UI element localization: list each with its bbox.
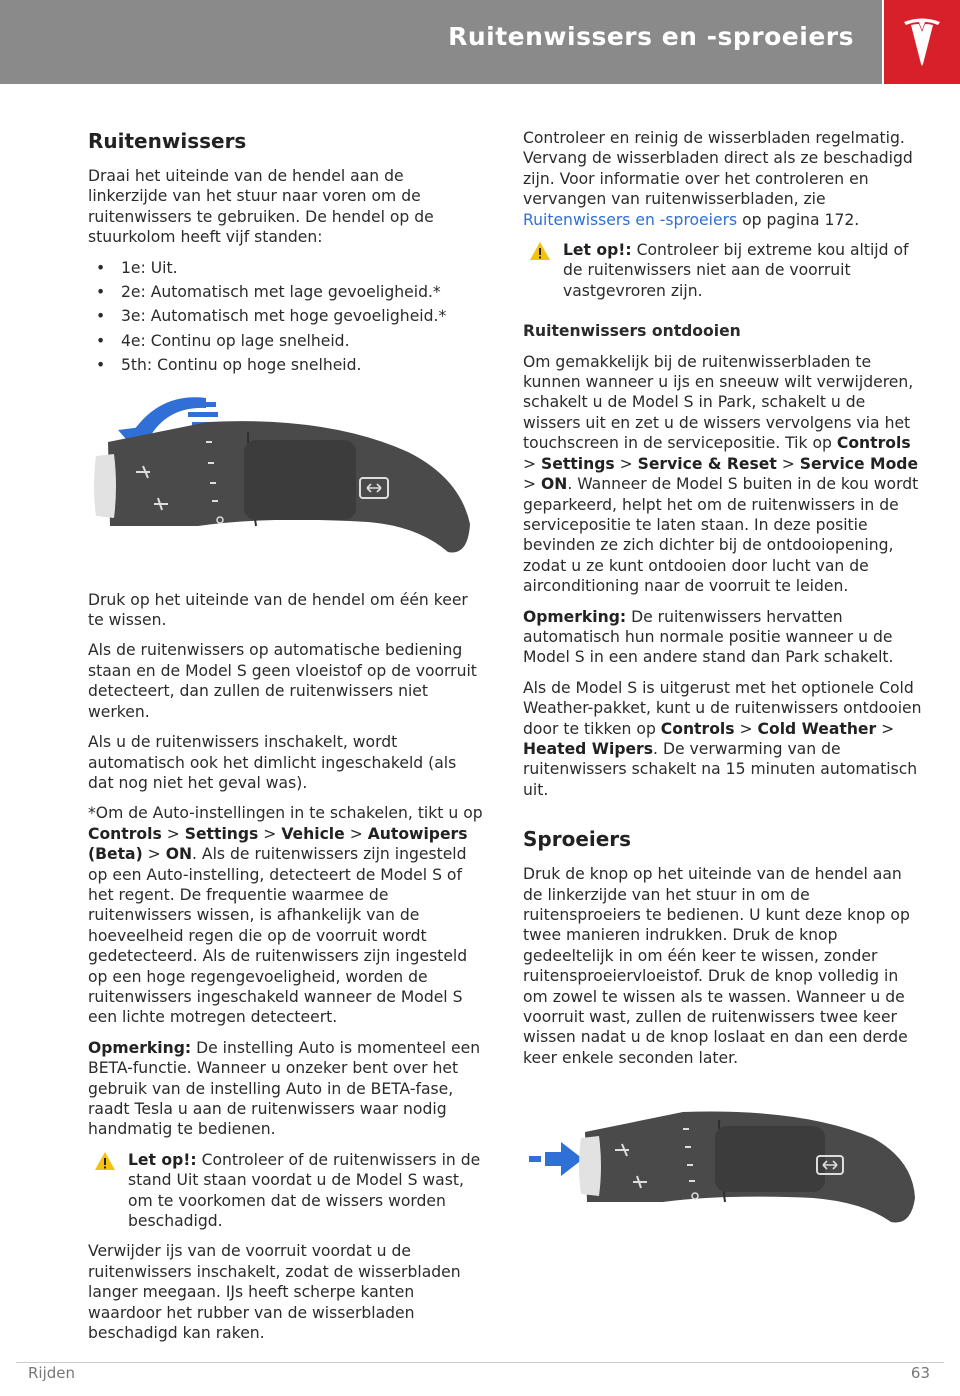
list-item: • 4e: Continu op lage snelheid. bbox=[88, 331, 483, 351]
page-header bbox=[0, 0, 882, 84]
wiper-stalk-press-illustration bbox=[523, 1098, 923, 1228]
right-column bbox=[523, 128, 923, 1228]
note-paragraph: Opmerking: De instelling Auto is momenteel een BETA-functie. Wanneer u onzeker bent over het gebruik van de instelling Auto in de BETA-fase, raadt Tesla u aan de ruitenwissers waar nodig handmatig te bedienen. bbox=[88, 1038, 481, 1139]
list-item: • 3e: Automatisch met hoge gevoeligheid.* bbox=[88, 306, 483, 326]
menu-controls: Controls bbox=[88, 824, 162, 843]
menu-controls: Controls bbox=[660, 719, 735, 738]
warning-callout: Let op!: Controleer of de ruitenwissers in de stand Uit staan voordat u de Model S wast, om te voorkomen dat de wissers worden beschadigd. bbox=[88, 1150, 483, 1232]
list-item: • 5th: Continu op hoge snelheid. bbox=[88, 355, 483, 375]
ice-removal-text: Verwijder ijs van de voorruit voordat u de ruitenwissers inschakelt, zodat de wisserbladen langer meegaan. IJs heeft scherpe kanten waardoor het rubber van de wisserbladen beschadigd kan raken. bbox=[88, 1242, 461, 1343]
menu-autowipers: Autowipers (Beta) bbox=[88, 824, 468, 864]
menu-settings: Settings bbox=[541, 454, 615, 473]
menu-heated-wipers: Heated Wipers bbox=[523, 739, 654, 758]
press-end-text: Druk op het uiteinde van de hendel om één keer te wissen. bbox=[88, 590, 468, 630]
defrost-paragraph: Om gemakkelijk bij de ruitenwisserbladen te kunnen wanneer u ijs en sneeuw wilt verwijderen, schakelt u de Model S in Park, schakelt u de wissers uit en zet u de wissers vervolgens via het touchscreen in de servicepositie. Tik op Controls > Settings > Service & Reset > Service Mode > ON. Wanneer de Model S buiten in de kou wordt geparkeerd, helpt het om de ruitenwissers in de servicepositie te laten staan. In deze positie bevinden ze zich dichter bij de ontdooiopening, zodat u ze kunt ontdooien door lucht van de airconditioning naar de voorruit te leiden. bbox=[523, 352, 919, 596]
note-paragraph: Opmerking: De ruitenwissers hervatten automatisch hun normale positie wanneer u de Model S in een andere stand dan Park schakelt. bbox=[523, 607, 894, 667]
auto-settings-paragraph: *Om de Auto-instellingen in te schakelen, tikt u op Controls > Settings > Vehicle > Autowipers (Beta) > ON. Als de ruitenwissers zijn ingesteld op een Auto-instelling, detecteert de Model S of het regent. De frequentie waarmee de ruitenwissers wissen, is afhankelijk van de hoeveelheid regen die op de voorruit wordt gedetecteerd. Als de ruitenwissers zijn ingesteld op een hoge regengevoeligheid, worden de ruitenwissers ingeschakeld wanneer de Model S een lichte motregen detecteert. bbox=[88, 804, 483, 1027]
footer-divider bbox=[16, 1362, 944, 1363]
tesla-logo bbox=[884, 0, 960, 84]
menu-cold-weather: Cold Weather bbox=[757, 719, 877, 738]
tesla-logo-icon bbox=[903, 16, 941, 66]
check-blades-paragraph: Controleer en reinig de wisserbladen regelmatig. Vervang de wisserbladen direct als ze beschadigd zijn. Voor informatie over het controleren en vervangen van ruitenwisserbladen, zie Ruitenwissers en -sproeiers op pagina 172. bbox=[523, 129, 913, 229]
section-heading-washers: Sproeiers bbox=[523, 827, 632, 852]
menu-service-mode: Service Mode bbox=[799, 454, 919, 473]
list-item: • 2e: Automatisch met lage gevoeligheid.* bbox=[88, 282, 483, 302]
link-wipers-washers[interactable]: Ruitenwissers en -sproeiers bbox=[523, 210, 738, 229]
section-heading-defrost: Ruitenwissers ontdooien bbox=[523, 322, 741, 341]
list-item: • 1e: Uit. bbox=[88, 258, 483, 278]
menu-settings: Settings bbox=[184, 824, 259, 843]
menu-service-reset: Service & Reset bbox=[637, 454, 777, 473]
warning-callout: Let op!: Controleer bij extreme kou altijd of de ruitenwissers niet aan de voorruit vastgevroren zijn. bbox=[523, 240, 923, 301]
warning-icon bbox=[529, 241, 551, 261]
page-number: 63 bbox=[910, 1364, 930, 1382]
menu-vehicle: Vehicle bbox=[281, 824, 345, 843]
cold-weather-paragraph: Als de Model S is uitgerust met het optionele Cold Weather-pakket, kunt u de ruitenwissers ontdooien door te tikken op Controls > Cold Weather > Heated Wipers. De verwarming van de ruitenwissers schakelt na 15 minuten automatisch uit. bbox=[523, 678, 922, 799]
wipers-intro: Draai het uiteinde van de hendel aan de linkerzijde van het stuur naar voren om de ruitenwissers te gebruiken. De hendel op de stuurkolom heeft vijf standen: bbox=[88, 167, 434, 247]
washer-paragraph: Druk de knop op het uiteinde van de hendel aan de linkerzijde van het stuur in om de ruitensproeiers te bedienen. U kunt deze knop op twee manieren indrukken. Druk de knop gedeeltelijk in om één keer te wissen, zonder ruitensproeiervloeistof. Druk de knop volledig in om zowel te wissen als te wassen. Wanneer u de voorruit wast, zullen de ruitenwissers twee keer wissen nadat u de knop loslaat en dan een derde keer enkele seconden later. bbox=[523, 865, 910, 1067]
left-column bbox=[88, 128, 483, 1353]
warning-icon bbox=[94, 1151, 116, 1171]
menu-on: ON bbox=[165, 845, 192, 864]
menu-on: ON bbox=[541, 475, 568, 494]
wiper-positions-list bbox=[88, 258, 483, 376]
menu-controls: Controls bbox=[836, 434, 911, 453]
dimlight-text: Als u de ruitenwissers inschakelt, wordt automatisch ook het dimlicht ingeschakeld (als dat nog niet het geval was). bbox=[88, 733, 457, 792]
page-title: Ruitenwissers en -sproeiers bbox=[448, 22, 854, 51]
auto-no-liquid-text: Als de ruitenwissers op automatische bediening staan en de Model S geen vloeistof op de voorruit detecteert, dan zullen de ruitenwissers niet werken. bbox=[88, 641, 477, 721]
footer-section-name: Rijden bbox=[28, 1364, 76, 1382]
section-heading-wipers: Ruitenwissers bbox=[88, 129, 247, 153]
wiper-stalk-rotate-illustration bbox=[88, 386, 478, 574]
